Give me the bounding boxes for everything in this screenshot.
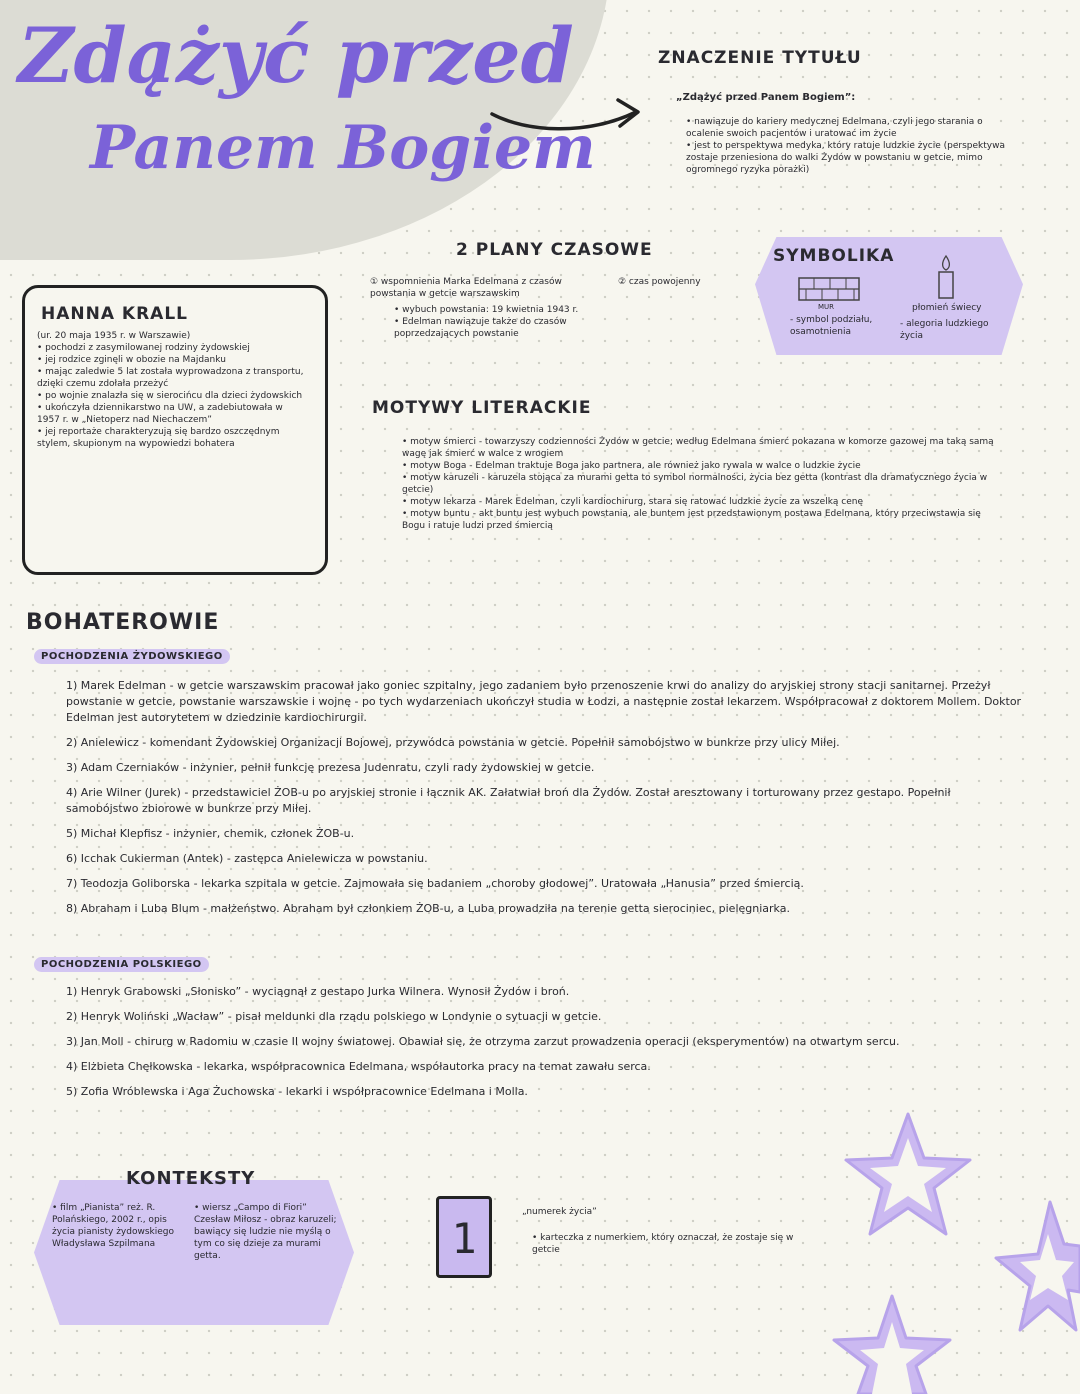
list-item: • po wojnie znalazła się w sierocińcu dla dzieci żydowskich	[37, 391, 303, 401]
page-title-line2: Panem Bogiem	[90, 113, 596, 183]
page-title-line1: Zdążyć przed	[18, 11, 574, 100]
list-item: 5) Michał Klepfisz - inżynier, chemik, członek ŻOB-u.	[66, 827, 355, 840]
list-item: • pochodzi z zasymilowanej rodziny żydowskiej	[37, 343, 250, 353]
motywy-heading: MOTYWY LITERACKIE	[372, 398, 592, 418]
list-item: • jej rodzice zginęli w obozie na Majdanku	[37, 355, 226, 365]
list-item: • motyw buntu - akt buntu jest wybuch powstania, ale buntem jest przedstawionym postawa Edelmana, który przeciwstawia się Bogu i ratuje ludzi przed śmiercią	[402, 509, 981, 531]
list-item: (ur. 20 maja 1935 r. w Warszawie)	[37, 331, 191, 341]
znaczenie-subtitle: „Zdążyć przed Panem Bogiem”:	[676, 92, 856, 103]
hanna-list	[37, 330, 307, 450]
candle-icon	[934, 254, 958, 300]
symbolika-left-caption: MUR	[818, 303, 835, 311]
hanna-heading: HANNA KRALL	[41, 304, 188, 324]
konteksty-left: • film „Pianista” reż. R. Polańskiego, 2002 r., opis życia pianisty żydowskiego Władysława Szpilmana	[52, 1203, 175, 1249]
list-item: 7) Teodozja Goliborska - lekarka szpitala w getcie. Zajmowała się badaniem „choroby głodowej”. Uratowała „Hanusia” przed śmiercią.	[66, 877, 804, 890]
konteksty-right: • wiersz „Campo di Fiori” Czesław Miłosz - obraz karuzeli; bawiący się ludzie nie myślą o tym co się dzieje za murami getta.	[194, 1203, 337, 1261]
list-item: • Edelman nawiązuje także do czasów poprzedzających powstanie	[394, 317, 567, 339]
arrow-icon	[486, 92, 656, 142]
star-icon	[826, 1290, 956, 1394]
list-item: • motyw śmierci - towarzyszy codzienności Żydów w getcie; według Edelmana śmierć pokazana w komorze gazowej ma taką samą wagę jak śmierć w walce z wrogiem	[402, 437, 994, 459]
list-item: 3) Adam Czerniaków - inżynier, pełnił funkcję prezesa Judenratu, czyli rady żydowskiej w getcie.	[66, 761, 595, 774]
list-item: 3) Jan Moll - chirurg w Radomiu w czasie II wojny światowej. Obawiał się, że otrzyma zarzut prowadzenia operacji (eksperymentów) na otwartym sercu.	[66, 1035, 900, 1048]
list-item: • jest to perspektywa medyka, który ratuje ludzkie życie (perspektywa zostaje przeniesiona do walki Żydów w powstaniu w getcie, mimo ogromnego ryzyka porażki)	[686, 141, 1005, 175]
list-item: • ukończyła dziennikarstwo na UW, a zadebiutowała w 1957 r. w „Nietoperz nad Niechaczem”	[37, 403, 283, 425]
list-item: 6) Icchak Cukierman (Antek) - zastępca Anielewicza w powstaniu.	[66, 852, 428, 865]
star-icon	[838, 1108, 978, 1248]
bohaterowie-heading: BOHATEROWIE	[26, 610, 220, 635]
list-item: 2) Henryk Woliński „Wacław” - pisał meldunki dla rządu polskiego w Londynie o sytuacji w getcie.	[66, 1010, 602, 1023]
plany-col1-list	[394, 304, 610, 340]
motywy-list	[402, 436, 1002, 532]
list-item: 2) Anielewicz - komendant Żydowskiej Organizacji Bojowej, przywódca powstania w getcie. Popełnił samobójstwo w bunkrze przy ulicy Miłej.	[66, 736, 840, 749]
bohaterowie-tag-jewish: POCHODZENIA ŻYDOWSKIEGO	[34, 649, 230, 664]
list-item: • motyw lekarza - Marek Edelman, czyli kardiochirurg, stara się ratować ludzkie życie za wszelką cenę	[402, 497, 864, 507]
hanna-krall-card	[22, 285, 328, 575]
znaczenie-list	[686, 116, 1016, 176]
znaczenie-heading: ZNACZENIE TYTUŁU	[658, 48, 862, 68]
list-item: • nawiązuje do kariery medycznej Edelmana, czyli jego starania o ocalenie swoich pacjentów i uratować im życie	[686, 117, 983, 139]
list-item: • wybuch powstania: 19 kwietnia 1943 r.	[394, 305, 579, 315]
list-item: 5) Zofia Wróblewska i Aga Żuchowska - lekarki i współpracownice Edelmana i Molla.	[66, 1085, 528, 1098]
list-item: 4) Arie Wilner (Jurek) - przedstawiciel ŻOB-u po aryjskiej stronie i łącznik AK. Załatwiał broń dla Żydów. Został aresztowany i torturowany przez gestapo. Popełnił samobójstwo zbiorowe w bunkrze przy Miłej.	[66, 786, 951, 815]
symbolika-heading: SYMBOLIKA	[773, 246, 895, 266]
bohaterowie-list-jewish	[66, 678, 1026, 926]
symbolika-right-caption: płomień świecy	[912, 303, 982, 313]
list-item: • jej reportaże charakteryzują się bardzo oszczędnym stylem, skupionym na wypowiedzi bohatera	[37, 427, 280, 449]
list-item: 1) Henryk Grabowski „Słonisko” - wyciągnął z gestapo Jurka Wilnera. Wynosił Żydów i broń.	[66, 985, 570, 998]
list-item: 8) Abraham i Luba Blum - małżeństwo. Abraham był członkiem ŻOB-u, a Luba prowadziła na terenie getta sierociniec, pielęgniarka.	[66, 902, 790, 915]
numerek-heading: „numerek życia”	[522, 1207, 597, 1217]
bohaterowie-list-polish	[66, 984, 1026, 1109]
star-icon	[990, 1196, 1080, 1336]
bohaterowie-tag-polish: POCHODZENIA POLSKIEGO	[34, 957, 209, 972]
wall-icon	[798, 277, 860, 301]
plany-col1-label: ① wspomnienia Marka Edelmana z czasów powstania w getcie warszawskim	[370, 277, 562, 299]
numerek-item: • karteczka z numerkiem, który oznaczał, że zostaje się w getcie	[532, 1233, 794, 1255]
number-badge: 1	[436, 1196, 492, 1278]
list-item: • motyw karuzeli - karuzela stojąca za murami getta to symbol normalności, życia bez getta (kontrast dla dramatycznego życia w getcie)	[402, 473, 988, 495]
symbolika-left-item: - symbol podziału, osamotnienia	[790, 315, 873, 337]
list-item: • mając zaledwie 5 lat została wyprowadzona z transportu, dzięki czemu zdołała przeżyć	[37, 367, 304, 389]
list-item: • motyw Boga - Edelman traktuje Boga jako partnera, ale również jako rywala w walce o ludzkie życie	[402, 461, 861, 471]
plany-heading: 2 PLANY CZASOWE	[456, 240, 653, 260]
konteksty-heading: KONTEKSTY	[126, 1168, 256, 1189]
symbolika-right-item: - alegoria ludzkiego życia	[900, 319, 989, 341]
list-item: 4) Elżbieta Chęłkowska - lekarka, współpracownica Edelmana, współautorka pracy na temat zawału serca.	[66, 1060, 651, 1073]
plany-col2-label: ② czas powojenny	[618, 277, 701, 287]
list-item: 1) Marek Edelman - w getcie warszawskim pracował jako goniec szpitalny, jego zadaniem było przenoszenie krwi do analizy do aryjskiej strony stacji sanitarnej. Przeżył powstanie w getcie, powstanie warszawskie i wojnę - po tych wydarzeniach ukończył studia w Łodzi, a następnie został lekarzem. Współpracował z doktorem Mollem. Doktor Edelman jest autorytetem w dziedzinie kardiochirurgii.	[66, 679, 1022, 724]
